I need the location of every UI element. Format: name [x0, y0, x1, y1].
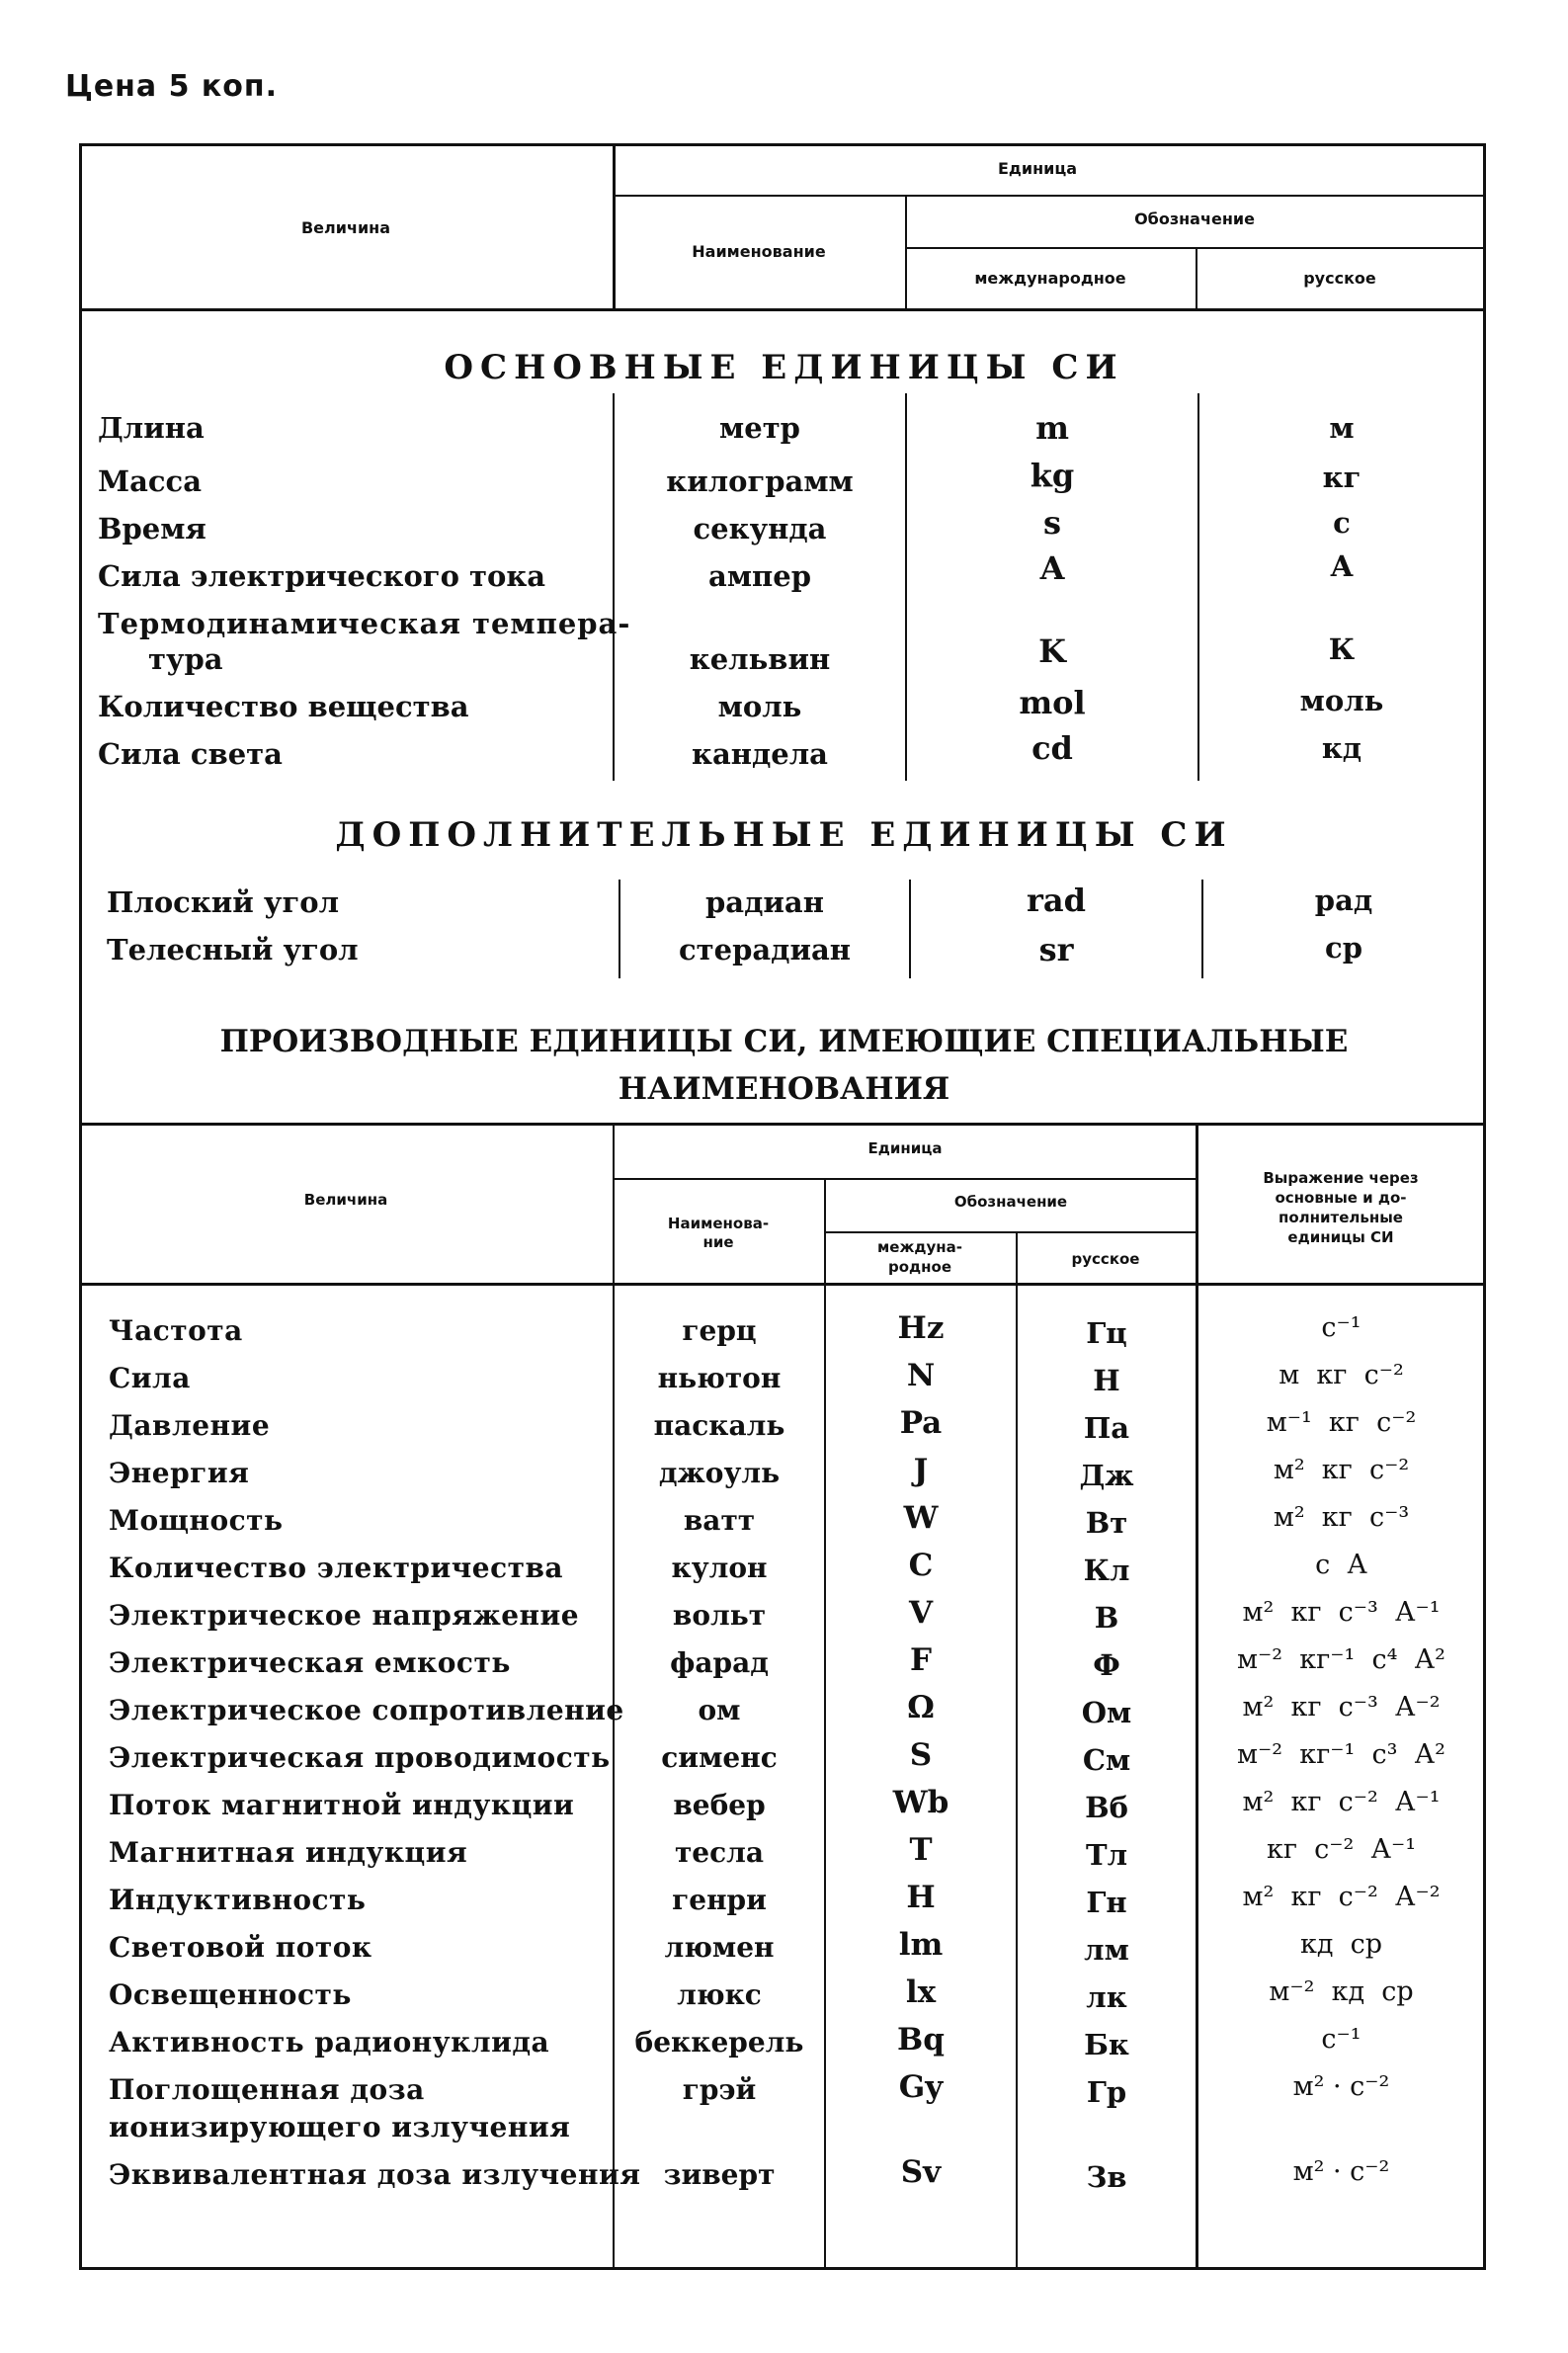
intl-symbol-cell: N	[906, 1358, 936, 1393]
rus-symbol-cell: Гн	[1086, 1886, 1127, 1919]
unit-name-cell: беккерель	[634, 2026, 804, 2059]
header-international-line1: междуна-	[877, 1238, 962, 1256]
unit-name-cell: джоуль	[658, 1457, 781, 1489]
rus-symbol-cell: с	[1333, 506, 1351, 540]
intl-symbol-cell: T	[909, 1832, 933, 1868]
rus-symbol-cell: лк	[1086, 1980, 1127, 2014]
intl-symbol-cell: W	[903, 1500, 939, 1536]
intl-symbol-cell: rad	[1027, 882, 1086, 919]
quantity-cell: Сила света	[98, 737, 283, 771]
quantity-cell: Световой поток	[109, 1931, 372, 1964]
quantity-cell: Энергия	[109, 1457, 250, 1489]
expression-cell: м² кг с⁻³ А⁻²	[1242, 1692, 1441, 1723]
quantity-cell: Термодинамическая темпера-	[98, 607, 631, 640]
unit-name-cell: грэй	[682, 2073, 757, 2106]
expression-cell: м² кг с⁻³ А⁻¹	[1242, 1597, 1441, 1628]
quantity-cell: Длина	[98, 411, 205, 445]
section-title-supplementary: ДОПОЛНИТЕЛЬНЫЕ ЕДИНИЦЫ СИ	[335, 815, 1233, 855]
quantity-cell: Сила	[109, 1362, 191, 1394]
rus-symbol-cell: В	[1094, 1601, 1119, 1635]
rus-symbol-cell: кд	[1321, 731, 1362, 765]
header-quantity: Величина	[300, 218, 391, 237]
rus-symbol-cell: Гр	[1086, 2075, 1127, 2109]
intl-symbol-cell: A	[1039, 549, 1065, 587]
section-title-base: ОСНОВНЫЕ ЕДИНИЦЫ СИ	[444, 348, 1124, 387]
intl-symbol-cell: F	[909, 1642, 932, 1678]
quantity-cell: Плоский угол	[107, 885, 340, 919]
rus-symbol-cell: рад	[1314, 883, 1373, 917]
quantity-cell: Время	[98, 512, 206, 546]
intl-symbol-cell: lx	[905, 1975, 937, 2010]
quantity-cell: Поток магнитной индукции	[109, 1789, 575, 1821]
quantity-cell: Электрическое напряжение	[109, 1599, 580, 1632]
quantity-cell: Количество электричества	[109, 1552, 564, 1584]
rus-symbol-cell: Ом	[1081, 1696, 1132, 1729]
rus-symbol-cell: моль	[1299, 684, 1384, 717]
rule	[81, 1283, 1484, 1286]
quantity-cell: Эквивалентная доза излучения	[109, 2158, 641, 2191]
price-label: Цена 5 коп.	[65, 69, 279, 104]
expression-cell: с А	[1315, 1550, 1367, 1580]
expression-cell: м⁻² кд ср	[1269, 1976, 1414, 2007]
expression-cell: м² кг с⁻² А⁻¹	[1242, 1787, 1441, 1817]
rus-symbol-cell: Ф	[1093, 1648, 1120, 1682]
unit-name-cell: паскаль	[653, 1409, 785, 1442]
rus-symbol-cell: К	[1328, 632, 1356, 666]
unit-name-cell: ньютон	[657, 1362, 782, 1394]
intl-symbol-cell: C	[908, 1548, 934, 1583]
unit-name-cell: герц	[682, 1314, 757, 1347]
header-name: Наименование	[692, 242, 826, 261]
header-international: международное	[974, 269, 1126, 288]
quantity-cell: Количество вещества	[98, 690, 469, 723]
expression-cell: кг с⁻² А⁻¹	[1266, 1834, 1417, 1865]
quantity-cell: Мощность	[109, 1504, 284, 1537]
quantity-cell: Давление	[109, 1409, 271, 1442]
rus-symbol-cell: ср	[1325, 931, 1362, 965]
header-quantity: Величина	[303, 1191, 388, 1209]
header-russian: русское	[1303, 269, 1376, 288]
rus-symbol-cell: Па	[1083, 1411, 1130, 1445]
intl-symbol-cell: Ω	[907, 1690, 935, 1725]
header-unit: Единица	[998, 159, 1077, 178]
quantity-cell-continued: тура	[148, 642, 223, 676]
unit-name-cell: килограмм	[666, 464, 854, 498]
unit-name-cell: секунда	[693, 512, 827, 546]
expression-cell: м⁻¹ кг с⁻²	[1266, 1407, 1417, 1438]
header-expression-line2: основные и до-	[1275, 1189, 1407, 1207]
rus-symbol-cell: кг	[1322, 461, 1362, 494]
unit-name-cell: кулон	[671, 1552, 768, 1584]
quantity-cell: Индуктивность	[109, 1884, 367, 1916]
unit-name-cell: вольт	[672, 1599, 767, 1632]
quantity-cell: Магнитная индукция	[109, 1836, 468, 1869]
unit-name-cell: радиан	[705, 885, 824, 919]
section-title-derived-line1: ПРОИЗВОДНЫЕ ЕДИНИЦЫ СИ, ИМЕЮЩИЕ СПЕЦИАЛЬНЫЕ	[219, 1024, 1349, 1059]
rus-symbol-cell: Зв	[1086, 2160, 1127, 2194]
expression-cell: м² · с⁻²	[1292, 2156, 1390, 2187]
quantity-cell: Поглощенная доза	[109, 2073, 425, 2106]
intl-symbol-cell: sr	[1038, 931, 1074, 968]
quantity-cell: Освещенность	[109, 1978, 352, 2011]
unit-name-cell: генри	[672, 1884, 767, 1916]
rule	[613, 195, 1484, 197]
intl-symbol-cell: mol	[1019, 684, 1086, 721]
rule	[905, 247, 1484, 249]
header-russian: русское	[1071, 1250, 1140, 1268]
expression-cell: кд ср	[1299, 1929, 1383, 1960]
rule	[613, 1178, 1197, 1180]
intl-symbol-cell: Hz	[897, 1310, 945, 1346]
unit-name-cell: люкс	[677, 1978, 762, 2011]
unit-name-cell: моль	[717, 690, 802, 723]
quantity-cell: Активность радионуклида	[109, 2026, 550, 2059]
expression-cell: м² кг с⁻² А⁻²	[1242, 1882, 1441, 1912]
unit-name-cell: метр	[719, 411, 800, 445]
unit-name-cell: стерадиан	[679, 933, 851, 966]
quantity-cell-continued: ионизирующего излучения	[109, 2111, 571, 2143]
unit-name-cell: сименс	[661, 1741, 778, 1774]
expression-cell: м⁻² кг⁻¹ с⁴ А²	[1237, 1644, 1445, 1675]
expression-cell: м⁻² кг⁻¹ с³ А²	[1237, 1739, 1445, 1770]
intl-symbol-cell: lm	[898, 1927, 944, 1963]
rus-symbol-cell: Гц	[1086, 1316, 1127, 1350]
rus-symbol-cell: Вт	[1085, 1506, 1128, 1540]
unit-name-cell: кандела	[692, 737, 828, 771]
intl-symbol-cell: J	[913, 1453, 929, 1488]
intl-symbol-cell: Bq	[897, 2022, 945, 2058]
rus-symbol-cell: Кл	[1083, 1554, 1130, 1587]
unit-name-cell: ватт	[683, 1504, 756, 1537]
quantity-cell: Электрическое сопротивление	[109, 1694, 624, 1726]
rus-symbol-cell: А	[1330, 549, 1354, 583]
intl-symbol-cell: H	[906, 1880, 936, 1915]
intl-symbol-cell: K	[1038, 632, 1066, 670]
quantity-cell: Масса	[98, 464, 202, 498]
header-unit: Единица	[867, 1139, 943, 1157]
unit-name-cell: ом	[698, 1694, 741, 1726]
rule	[1197, 393, 1199, 781]
expression-cell: м кг с⁻²	[1279, 1360, 1404, 1390]
intl-symbol-cell: cd	[1032, 729, 1073, 767]
intl-symbol-cell: Sv	[900, 2154, 942, 2190]
unit-name-cell: кельвин	[689, 642, 831, 676]
quantity-cell: Частота	[109, 1314, 243, 1347]
rule	[824, 1231, 1197, 1233]
unit-name-cell: вебер	[673, 1789, 766, 1821]
unit-name-cell: тесла	[674, 1836, 765, 1869]
header-designation: Обозначение	[953, 1193, 1068, 1211]
quantity-cell: Электрическая емкость	[109, 1646, 511, 1679]
rus-symbol-cell: Тл	[1085, 1838, 1128, 1872]
section-title-derived-line2: НАИМЕНОВАНИЯ	[618, 1071, 950, 1107]
expression-cell: с⁻¹	[1321, 1312, 1362, 1343]
unit-name-cell: люмен	[664, 1931, 775, 1964]
rus-symbol-cell: м	[1329, 411, 1355, 445]
header-name-line2: ние	[702, 1233, 734, 1251]
rus-symbol-cell: Вб	[1085, 1791, 1128, 1824]
intl-symbol-cell: V	[908, 1595, 934, 1631]
quantity-cell: Сила электрического тока	[98, 559, 546, 593]
quantity-cell: Электрическая проводимость	[109, 1741, 611, 1774]
rule	[81, 308, 1484, 311]
header-expression-line4: единицы СИ	[1287, 1228, 1394, 1246]
intl-symbol-cell: s	[1042, 504, 1061, 542]
expression-cell: м² кг с⁻³	[1273, 1502, 1410, 1533]
header-designation: Обозначение	[1134, 210, 1255, 228]
header-name-line1: Наименова-	[667, 1215, 770, 1232]
unit-name-cell: ампер	[708, 559, 811, 593]
rule	[905, 393, 907, 781]
intl-symbol-cell: Pa	[899, 1405, 943, 1441]
rus-symbol-cell: лм	[1084, 1933, 1129, 1967]
rule	[81, 1123, 1484, 1126]
rus-symbol-cell: Дж	[1079, 1459, 1134, 1492]
intl-symbol-cell: m	[1035, 409, 1069, 447]
intl-symbol-cell: kg	[1030, 457, 1075, 494]
unit-name-cell: зиверт	[663, 2158, 776, 2191]
rus-symbol-cell: См	[1082, 1743, 1131, 1777]
rus-symbol-cell: Н	[1093, 1364, 1120, 1397]
expression-cell: с⁻¹	[1321, 2024, 1362, 2055]
intl-symbol-cell: Wb	[892, 1785, 949, 1820]
header-expression-line3: полнительные	[1279, 1209, 1403, 1226]
unit-name-cell: фарад	[670, 1646, 769, 1679]
intl-symbol-cell: Gy	[898, 2069, 944, 2105]
intl-symbol-cell: S	[909, 1737, 933, 1773]
rus-symbol-cell: Бк	[1084, 2028, 1129, 2061]
quantity-cell: Телесный угол	[107, 933, 359, 966]
header-expression-line1: Выражение через	[1263, 1169, 1419, 1187]
expression-cell: м² кг с⁻²	[1273, 1455, 1410, 1485]
rule	[613, 145, 616, 310]
header-international-line2: родное	[888, 1258, 951, 1276]
expression-cell: м² · с⁻²	[1292, 2071, 1390, 2102]
